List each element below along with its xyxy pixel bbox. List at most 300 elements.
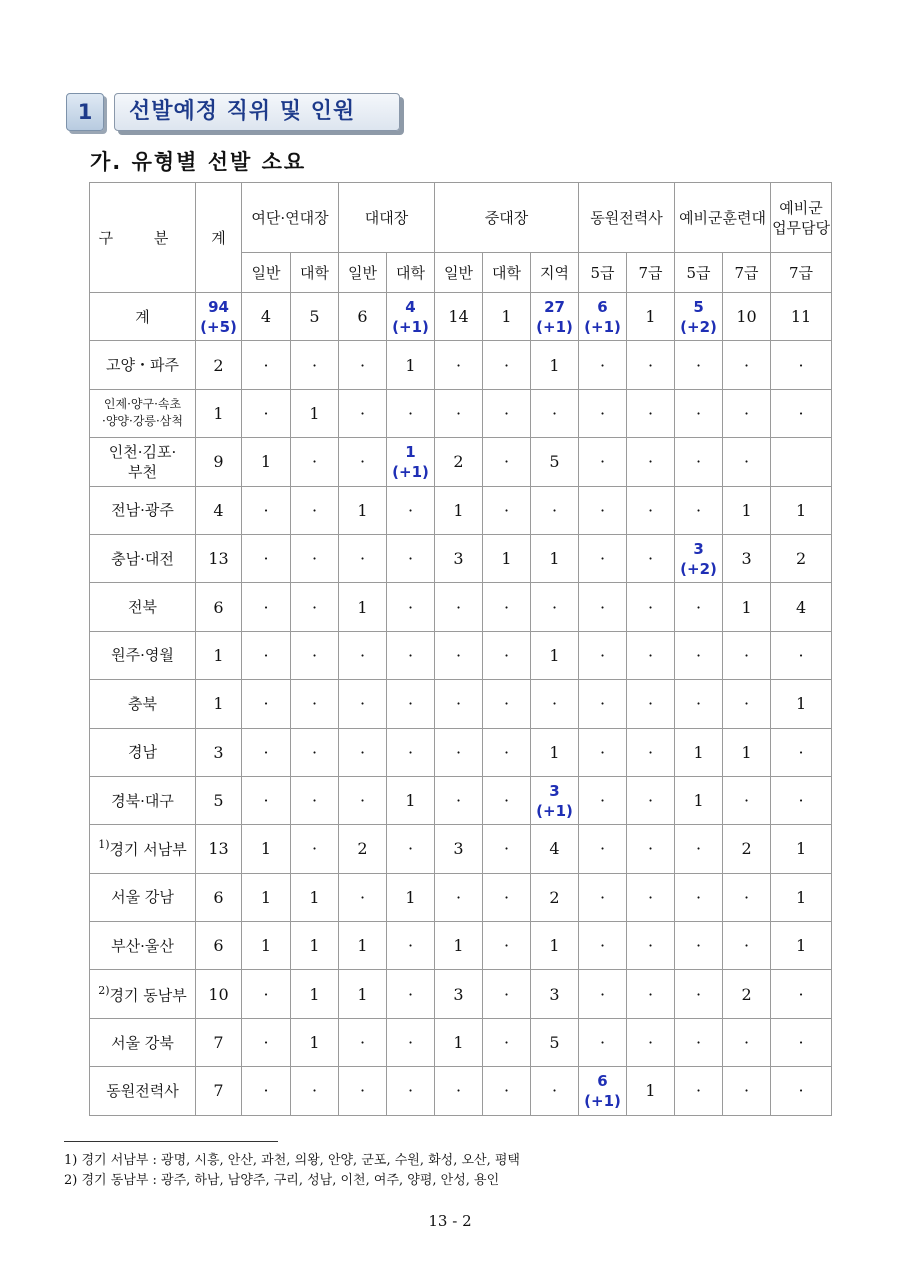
row-label-text: 서울 강남 <box>111 888 174 907</box>
section-title: 선발예정 직위 및 인원 <box>114 93 400 131</box>
footnote-marker: 1) <box>98 838 110 852</box>
table-cell: 3 <box>723 534 771 582</box>
table-row <box>90 583 832 631</box>
header-group-reserve-training: 예비군훈련대 <box>675 183 771 253</box>
table-cell: · <box>387 583 435 631</box>
table-cell: 1 <box>531 534 579 582</box>
table-cell: 1 <box>771 680 832 728</box>
cell-value: 5 <box>693 297 704 316</box>
table-cell: · <box>291 776 339 824</box>
sub-header-cell: 일반 <box>242 253 291 293</box>
table-cell: · <box>339 776 387 824</box>
row-label <box>90 1018 196 1066</box>
row-label <box>90 486 196 534</box>
table-cell: · <box>579 438 627 486</box>
table-cell: 3 <box>435 534 483 582</box>
row-label <box>90 680 196 728</box>
table-cell: · <box>339 341 387 389</box>
table-cell: · <box>579 728 627 776</box>
table-cell: · <box>291 631 339 679</box>
table-cell: · <box>531 680 579 728</box>
table-row <box>90 341 832 389</box>
selection-table <box>89 182 832 1116</box>
table-cell: 3 <box>435 825 483 873</box>
table-cell: · <box>771 1067 832 1115</box>
table-body <box>90 293 832 1116</box>
table-cell: · <box>242 534 291 582</box>
row-label <box>90 1067 196 1115</box>
table-cell: 1 <box>339 486 387 534</box>
table-cell: · <box>387 728 435 776</box>
table-row <box>90 486 832 534</box>
table-cell: · <box>483 922 531 970</box>
table-cell: · <box>387 825 435 873</box>
table-cell <box>387 293 435 341</box>
table-cell: · <box>579 534 627 582</box>
cell-delta: (+1) <box>392 462 429 481</box>
table-cell: · <box>531 583 579 631</box>
table-cell: · <box>675 922 723 970</box>
table-cell: · <box>242 970 291 1018</box>
header-reserve-line2: 업무담당 <box>772 218 831 237</box>
cell-value: 1 <box>405 442 416 461</box>
table-cell: · <box>771 341 832 389</box>
table-row <box>90 1018 832 1066</box>
row-total: 4 <box>196 486 242 534</box>
table-row <box>90 389 832 437</box>
table-cell: 6 <box>339 293 387 341</box>
table-row <box>90 825 832 873</box>
table-cell: · <box>771 776 832 824</box>
row-label <box>90 728 196 776</box>
table-cell: · <box>579 631 627 679</box>
table-row <box>90 534 832 582</box>
table-cell: · <box>339 534 387 582</box>
cell-delta: (+1) <box>584 1091 621 1110</box>
table-cell: · <box>627 970 675 1018</box>
table-cell: · <box>531 389 579 437</box>
table-cell: · <box>387 680 435 728</box>
table-cell: · <box>675 873 723 921</box>
table-cell: · <box>435 631 483 679</box>
footnotes <box>64 1151 520 1191</box>
header-group-brigade: 여단·연대장 <box>242 183 339 253</box>
table-cell: 1 <box>242 922 291 970</box>
table-cell: · <box>579 825 627 873</box>
sub-header-cell: 7급 <box>771 253 832 293</box>
table-cell: 4 <box>242 293 291 341</box>
table-cell <box>675 534 723 582</box>
table-cell: · <box>483 1018 531 1066</box>
table-cell: 1 <box>723 728 771 776</box>
row-label-text: 전북 <box>128 598 157 617</box>
table-cell <box>579 293 627 341</box>
sub-header-cell: 일반 <box>435 253 483 293</box>
row-total: 13 <box>196 825 242 873</box>
table-cell: · <box>771 631 832 679</box>
sub-header-cell: 7급 <box>723 253 771 293</box>
table-cell: · <box>435 1067 483 1115</box>
table-cell <box>771 438 832 486</box>
table-cell: · <box>435 583 483 631</box>
table-row <box>90 970 832 1018</box>
sub-header-cell: 5급 <box>675 253 723 293</box>
row-label <box>90 534 196 582</box>
row-total <box>196 293 242 341</box>
table-cell: · <box>627 583 675 631</box>
table-cell: 1 <box>291 873 339 921</box>
table-cell: · <box>242 1067 291 1115</box>
table-cell: 3 <box>435 970 483 1018</box>
footnote-1: 1) 경기 서남부 : 광명, 시흥, 안산, 과천, 의왕, 안양, 군포, 수원, 화성, 오산, 평택 <box>64 1153 520 1168</box>
table-cell: · <box>387 534 435 582</box>
table-cell: · <box>291 438 339 486</box>
row-label-line2: ·양양·강릉·삼척 <box>102 414 183 429</box>
table-cell: · <box>483 680 531 728</box>
table-cell: · <box>435 776 483 824</box>
table-cell: · <box>339 389 387 437</box>
section-number: 1 <box>66 93 104 131</box>
row-label-text: 고양・파주 <box>106 356 179 375</box>
row-total: 1 <box>196 680 242 728</box>
header-group-company: 중대장 <box>435 183 579 253</box>
cell-value: 27 <box>544 297 565 316</box>
table-cell: · <box>627 680 675 728</box>
table-cell: 1 <box>387 776 435 824</box>
table-cell: · <box>242 631 291 679</box>
table-cell: 1 <box>771 486 832 534</box>
row-total: 6 <box>196 583 242 631</box>
table-cell: · <box>387 1067 435 1115</box>
row-label-text: 충북 <box>128 694 157 713</box>
table-cell: · <box>291 486 339 534</box>
table-cell: 1 <box>339 922 387 970</box>
table-row <box>90 922 832 970</box>
table-cell: · <box>483 776 531 824</box>
table-cell: · <box>723 1067 771 1115</box>
row-label <box>90 341 196 389</box>
table-cell: · <box>579 873 627 921</box>
cell-value: 3 <box>549 781 560 800</box>
row-total: 9 <box>196 438 242 486</box>
table-cell: · <box>723 341 771 389</box>
row-label <box>90 293 196 341</box>
table-cell <box>387 438 435 486</box>
table-cell: · <box>675 680 723 728</box>
table-cell: · <box>435 680 483 728</box>
table-cell: · <box>723 922 771 970</box>
table-cell: 1 <box>387 873 435 921</box>
row-total: 3 <box>196 728 242 776</box>
row-label-text: 부산·울산 <box>111 936 174 955</box>
table-cell: 2 <box>435 438 483 486</box>
table-cell: · <box>627 631 675 679</box>
row-label <box>90 922 196 970</box>
table-cell: · <box>291 341 339 389</box>
table-cell: · <box>387 389 435 437</box>
table-cell: · <box>627 728 675 776</box>
table-cell: 1 <box>675 776 723 824</box>
table-cell: 1 <box>242 438 291 486</box>
row-label-text: 계 <box>135 307 150 326</box>
section-header <box>66 93 400 131</box>
table-cell: · <box>723 438 771 486</box>
table-row <box>90 680 832 728</box>
row-label-text: 경남 <box>128 743 157 762</box>
table-cell <box>531 293 579 341</box>
row-label <box>90 873 196 921</box>
table-cell: 2 <box>723 825 771 873</box>
table-cell: · <box>627 873 675 921</box>
row-label <box>90 438 196 486</box>
cell-delta: (+2) <box>680 317 717 336</box>
table-cell: · <box>723 1018 771 1066</box>
row-total: 13 <box>196 534 242 582</box>
table-cell: · <box>242 389 291 437</box>
table-cell: · <box>435 341 483 389</box>
table-cell: 5 <box>291 293 339 341</box>
table-cell: · <box>579 341 627 389</box>
header-group-battalion: 대대장 <box>339 183 435 253</box>
table-cell: 1 <box>483 293 531 341</box>
table-cell: · <box>675 486 723 534</box>
cell-delta: (+1) <box>392 317 429 336</box>
table-cell: · <box>723 776 771 824</box>
header-group-reserve-duty <box>771 183 832 253</box>
table-cell: · <box>339 631 387 679</box>
table-cell: · <box>771 389 832 437</box>
table-cell: · <box>435 389 483 437</box>
table-cell: · <box>435 728 483 776</box>
table-cell: · <box>339 873 387 921</box>
table-cell <box>579 1067 627 1115</box>
table-cell: 4 <box>771 583 832 631</box>
table-cell: 2 <box>339 825 387 873</box>
table-cell: 5 <box>531 1018 579 1066</box>
table-cell: · <box>242 486 291 534</box>
table-cell: · <box>723 873 771 921</box>
sub-header-cell: 5급 <box>579 253 627 293</box>
row-total: 6 <box>196 922 242 970</box>
row-label-text: 동원전력사 <box>106 1081 179 1100</box>
cell-delta: (+2) <box>680 559 717 578</box>
row-total: 7 <box>196 1067 242 1115</box>
sub-header-cell: 대학 <box>387 253 435 293</box>
row-label <box>90 776 196 824</box>
table-cell: · <box>531 486 579 534</box>
table-cell: 1 <box>771 825 832 873</box>
table-cell: · <box>483 873 531 921</box>
footnote-2: 2) 경기 동남부 : 광주, 하남, 남양주, 구리, 성남, 이천, 여주, 양평, 안성, 용인 <box>64 1173 500 1188</box>
row-total: 2 <box>196 341 242 389</box>
table-cell: · <box>579 583 627 631</box>
table-cell: · <box>291 680 339 728</box>
table-cell: 1 <box>483 534 531 582</box>
table-cell: 1 <box>291 389 339 437</box>
table-cell: · <box>675 583 723 631</box>
table-cell: · <box>435 873 483 921</box>
table-cell: 1 <box>531 728 579 776</box>
table-cell: · <box>675 1067 723 1115</box>
table-cell: 1 <box>723 583 771 631</box>
header-group-mobilization: 동원전력사 <box>579 183 675 253</box>
table-cell: · <box>242 728 291 776</box>
footnote-marker: 2) <box>98 983 110 997</box>
row-label-line2: 부천 <box>128 462 157 481</box>
table-cell: 1 <box>242 825 291 873</box>
header-category: 구 분 <box>90 183 196 293</box>
table-cell: 1 <box>435 1018 483 1066</box>
table-cell: · <box>627 438 675 486</box>
table-cell: · <box>579 970 627 1018</box>
table-cell: 10 <box>723 293 771 341</box>
table-cell: · <box>387 922 435 970</box>
table-cell: · <box>483 1067 531 1115</box>
page-number: 13 - 2 <box>428 1212 472 1230</box>
table-cell: 1 <box>531 341 579 389</box>
row-total: 6 <box>196 873 242 921</box>
table-cell: · <box>242 776 291 824</box>
cell-value: 3 <box>693 539 704 558</box>
table-cell: · <box>627 534 675 582</box>
row-label-text: 충남·대전 <box>111 549 174 568</box>
table-cell: · <box>771 1018 832 1066</box>
table-cell: 5 <box>531 438 579 486</box>
table-cell: · <box>627 389 675 437</box>
table-cell: 1 <box>291 922 339 970</box>
row-label-text: 원주·영월 <box>111 646 174 665</box>
sub-header-cell: 대학 <box>483 253 531 293</box>
table-cell: · <box>771 970 832 1018</box>
row-label-text: 전남·광주 <box>111 501 174 520</box>
row-label <box>90 970 196 1018</box>
total-value: 94 <box>208 297 229 316</box>
header-total: 계 <box>196 183 242 293</box>
table-cell: · <box>339 1067 387 1115</box>
table-cell: · <box>675 389 723 437</box>
table-cell: 1 <box>771 922 832 970</box>
table-cell: 1 <box>339 970 387 1018</box>
table-cell: · <box>339 680 387 728</box>
table-cell: · <box>291 534 339 582</box>
table-cell: · <box>579 389 627 437</box>
table-cell: · <box>339 728 387 776</box>
table-row <box>90 631 832 679</box>
table-cell: · <box>627 341 675 389</box>
table-cell: · <box>242 583 291 631</box>
row-total: 1 <box>196 631 242 679</box>
table-cell: · <box>387 631 435 679</box>
table-cell: · <box>723 389 771 437</box>
table-cell: 1 <box>531 631 579 679</box>
table-cell: · <box>579 776 627 824</box>
cell-value: 6 <box>597 1071 608 1090</box>
row-total: 1 <box>196 389 242 437</box>
table-cell: · <box>242 1018 291 1066</box>
table-cell: 2 <box>531 873 579 921</box>
table-cell: · <box>675 438 723 486</box>
table-cell: · <box>291 1067 339 1115</box>
table-cell: 1 <box>771 873 832 921</box>
table-cell: · <box>771 728 832 776</box>
table-cell: · <box>483 583 531 631</box>
cell-value: 6 <box>597 297 608 316</box>
table-cell: · <box>291 583 339 631</box>
table-cell: · <box>579 1018 627 1066</box>
table-cell: · <box>483 631 531 679</box>
table-cell: · <box>723 680 771 728</box>
table-cell: · <box>339 438 387 486</box>
table-row <box>90 873 832 921</box>
cell-delta: (+1) <box>584 317 621 336</box>
table-cell: · <box>723 631 771 679</box>
row-label <box>90 583 196 631</box>
row-label-text: 서울 강북 <box>111 1033 174 1052</box>
table-cell: · <box>579 922 627 970</box>
table-cell: · <box>387 486 435 534</box>
table-cell: 1 <box>723 486 771 534</box>
row-total: 7 <box>196 1018 242 1066</box>
table-cell: 2 <box>723 970 771 1018</box>
table-cell: 4 <box>531 825 579 873</box>
row-total: 10 <box>196 970 242 1018</box>
table-cell: · <box>579 680 627 728</box>
table-cell: · <box>627 1018 675 1066</box>
table-cell: · <box>483 341 531 389</box>
table-cell: · <box>291 825 339 873</box>
row-label <box>90 631 196 679</box>
total-delta: (+5) <box>200 317 237 336</box>
table-cell: · <box>483 486 531 534</box>
table-cell <box>531 776 579 824</box>
table-cell: 1 <box>435 922 483 970</box>
table-cell: · <box>291 728 339 776</box>
table-cell: · <box>483 438 531 486</box>
row-label-text: 경북·대구 <box>111 791 174 810</box>
table-cell: · <box>242 680 291 728</box>
table-cell: · <box>627 486 675 534</box>
table-cell: · <box>531 1067 579 1115</box>
table-cell: · <box>675 1018 723 1066</box>
table-cell: 1 <box>291 1018 339 1066</box>
row-label-text: 경기 서남부 <box>109 840 187 859</box>
row-label <box>90 389 196 437</box>
sub-header-cell: 일반 <box>339 253 387 293</box>
table-cell <box>675 293 723 341</box>
table-cell: · <box>242 341 291 389</box>
cell-value: 4 <box>405 297 416 316</box>
table-row <box>90 776 832 824</box>
row-label-line1: 인천·김포· <box>108 442 177 461</box>
table-cell: 1 <box>435 486 483 534</box>
row-label-line1: 인제·양구·속초 <box>103 397 182 412</box>
header-reserve-line1: 예비군 <box>779 198 823 217</box>
cell-delta: (+1) <box>536 801 573 820</box>
table-cell: 1 <box>627 293 675 341</box>
table-cell: · <box>675 631 723 679</box>
table-cell: 1 <box>242 873 291 921</box>
table-cell: · <box>387 1018 435 1066</box>
cell-delta: (+1) <box>536 317 573 336</box>
table-row <box>90 293 832 341</box>
row-label <box>90 825 196 873</box>
table-cell: · <box>675 341 723 389</box>
row-label-text: 경기 동남부 <box>109 985 187 1004</box>
table-cell: 1 <box>339 583 387 631</box>
table-row <box>90 438 832 486</box>
table-cell: 11 <box>771 293 832 341</box>
table-cell: · <box>483 825 531 873</box>
